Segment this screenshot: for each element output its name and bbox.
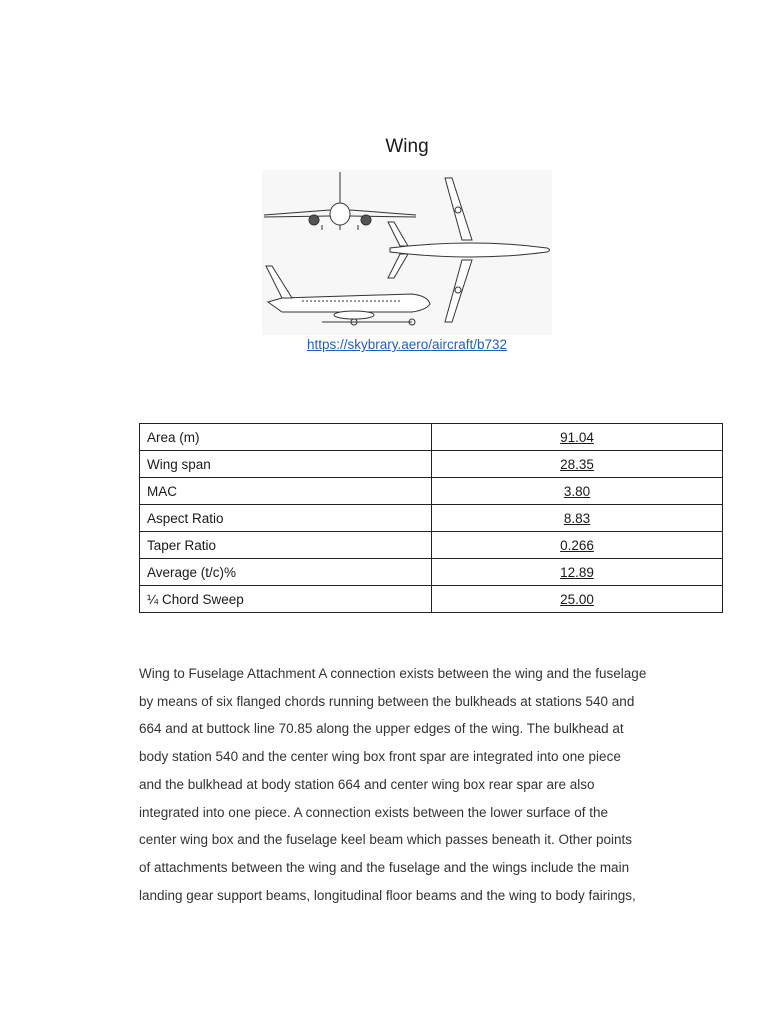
table-row xyxy=(140,532,723,559)
paragraph-line: Wing to Fuselage Attachment A connection exists between the wing and the fuselage xyxy=(139,666,647,681)
table-row xyxy=(140,559,723,586)
paragraph-line: body station 540 and the center wing box front spar are integrated into one piece xyxy=(139,749,621,765)
spec-label: Aspect Ratio xyxy=(140,505,432,532)
paragraph-line: 664 and at buttock line 70.85 along the upper edges of the wing. The bulkhead at xyxy=(139,721,624,737)
table-row xyxy=(140,424,723,451)
spec-label: Area (m) xyxy=(140,424,432,451)
spec-value: 12.89 xyxy=(432,559,723,586)
spec-value: 91.04 xyxy=(432,424,723,451)
spec-value: 0.266 xyxy=(432,532,723,559)
paragraph-line: of attachments between the wing and the fuselage and the wings include the main xyxy=(139,859,630,875)
spec-value: 28.35 xyxy=(432,451,723,478)
attachment-paragraph xyxy=(139,660,684,909)
spec-label: MAC xyxy=(140,478,432,505)
paragraph-line: center wing box and the fuselage keel beam which passes beneath it. Other points xyxy=(139,832,633,848)
table-row xyxy=(140,586,723,613)
paragraph-line: by means of six flanged chords running between the bulkheads at stations 540 and xyxy=(139,693,635,709)
spec-value: 25.00 xyxy=(432,586,723,613)
aircraft-three-view-figure xyxy=(262,170,552,335)
table-row xyxy=(140,505,723,532)
page-title: Wing xyxy=(385,136,429,157)
spec-label: ¼ Chord Sweep xyxy=(140,586,432,613)
source-link[interactable]: https://skybrary.aero/aircraft/b732 xyxy=(306,337,508,352)
paragraph-line: and the bulkhead at body station 664 and center wing box rear spar are also xyxy=(139,776,595,792)
paragraph-line: landing gear support beams, longitudinal floor beams and the wing to body fairings, xyxy=(139,887,636,903)
spec-value: 8.83 xyxy=(432,505,723,532)
spec-value: 3.80 xyxy=(432,478,723,505)
spec-label: Taper Ratio xyxy=(140,532,432,559)
paragraph-line: integrated into one piece. A connection exists between the lower surface of the xyxy=(139,804,609,820)
table-row xyxy=(140,478,723,505)
table-row xyxy=(140,451,723,478)
spec-label: Average (t/c)% xyxy=(140,559,432,586)
spec-label: Wing span xyxy=(140,451,432,478)
wing-spec-table xyxy=(139,423,723,613)
